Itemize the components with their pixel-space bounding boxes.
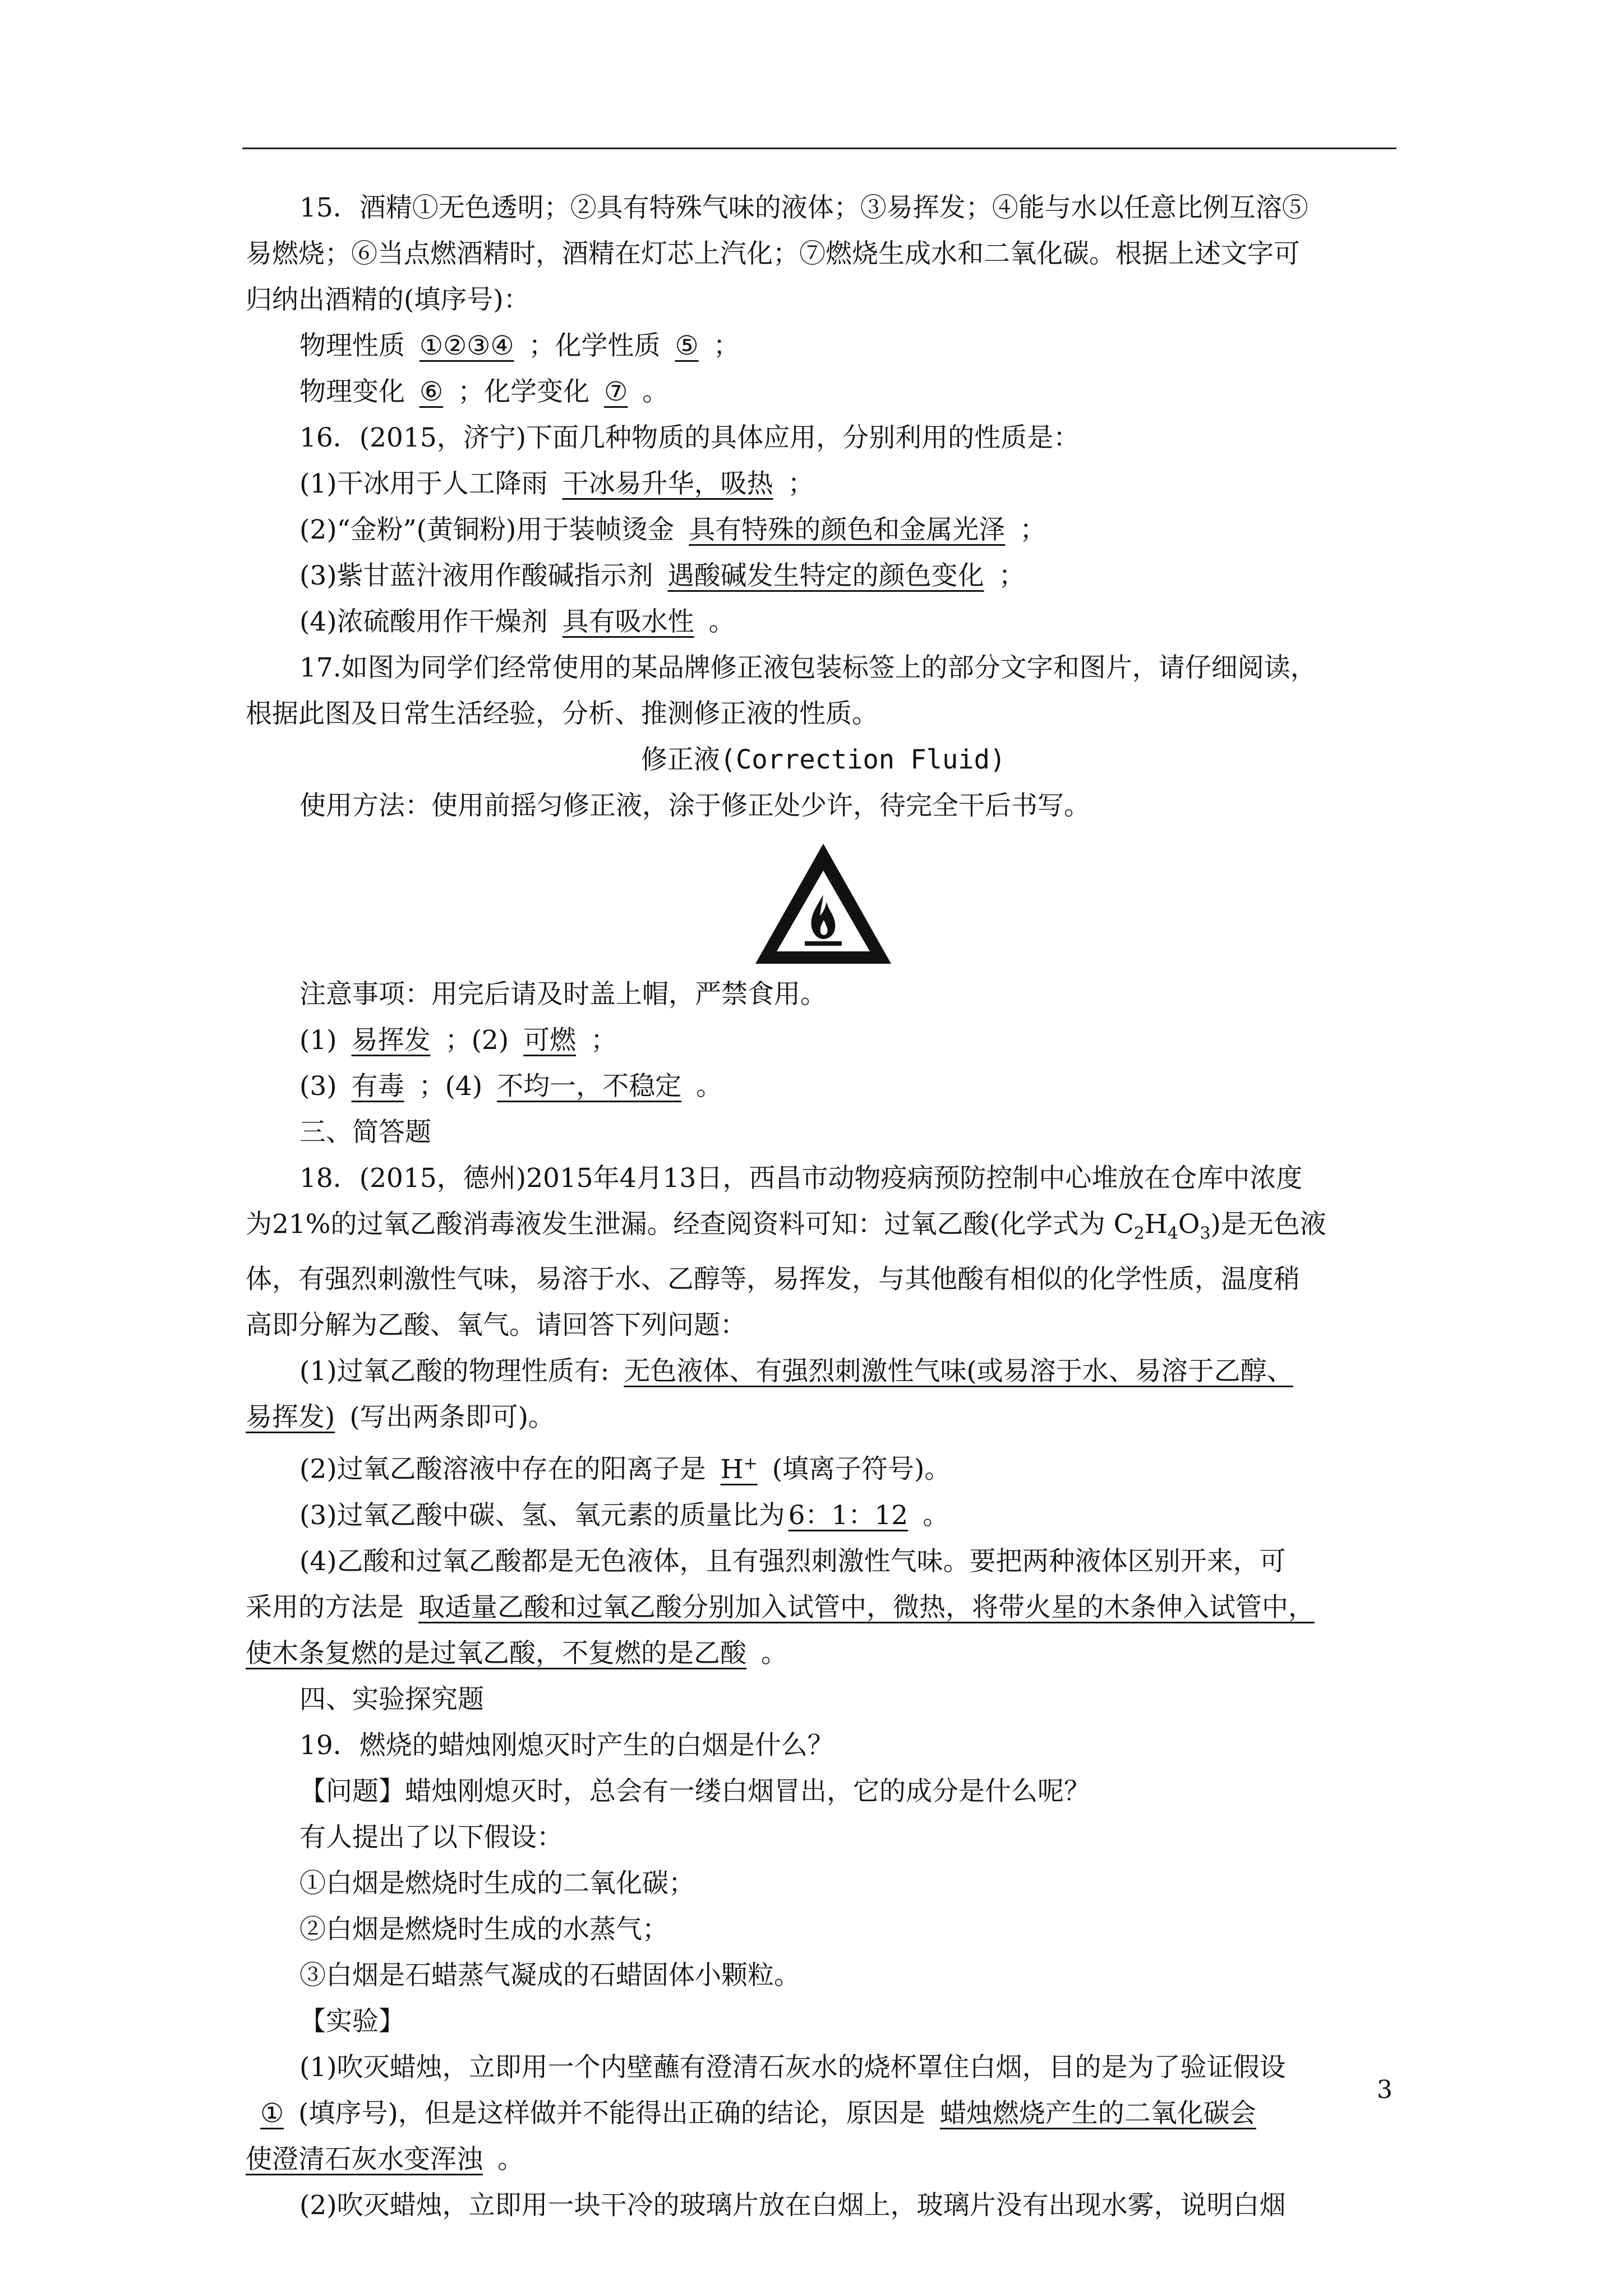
q18-item3 [246, 1493, 1401, 1539]
q16-sep3: ； [998, 560, 1025, 591]
q18-end4: 。 [761, 1638, 787, 1669]
q18-stem2 [246, 1202, 1401, 1257]
flammable-warning-icon [246, 841, 1401, 966]
q16-item1-text: (1)干冰用于人工降雨 [299, 468, 548, 499]
q17-answer4: 不均一，不稳定 [497, 1071, 682, 1102]
q16-answer4: 具有吸水性 [562, 606, 694, 637]
label-notice: 注意事项：用完后请及时盖上帽，严禁食用。 [299, 979, 827, 1010]
label-usage: 使用方法：使用前摇匀修正液，涂于修正处少许，待完全干后书写。 [299, 790, 1090, 821]
q15-phys-change-answer: ⑥ [419, 376, 444, 407]
q16-answer3: 遇酸碱发生特定的颜色变化 [667, 560, 984, 591]
q19-exp1-line3 [246, 2137, 1401, 2183]
q19-answer1: ① [260, 2098, 284, 2129]
q15-properties [246, 323, 1401, 369]
q18-answer2-sup: + [743, 1453, 758, 1474]
q18-stem4: 高即分解为乙酸、氧气。请回答下列问题： [246, 1310, 746, 1341]
q19-problem: 【问题】蜡烛刚熄灭时，总会有一缕白烟冒出，它的成分是什么呢？ [299, 1776, 1090, 1807]
q18-answer4-part2: 使木条复燃的是过氧乙酸，不复燃的是乙酸 [246, 1638, 746, 1669]
document-body [246, 185, 1401, 2229]
q19-answer2-part1: 蜡烛燃烧产生的二氧化碳会 [939, 2098, 1256, 2129]
q16-item2 [246, 507, 1401, 553]
q18-stem3: 体，有强烈刺激性气味，易溶于水、乙醇等，易挥发，与其他酸有相似的化学性质，温度稍 [246, 1264, 1300, 1295]
q17-stem1: 17.如图为同学们经常使用的某品牌修正液包装标签上的部分文字和图片，请仔细阅读， [299, 652, 1317, 683]
q18-item1-tail: (写出两条即可)。 [349, 1402, 555, 1433]
q18-answer1-part1: 无色液体、有强烈刺激性气味(或易溶于水、易溶于乙醇、 [624, 1356, 1293, 1387]
q18-answer2 [706, 1454, 772, 1485]
page-number: 3 [1377, 2076, 1393, 2104]
q18-item1-line1 [246, 1349, 1401, 1395]
q18-stem2-g: )是无色液 [1210, 1209, 1326, 1240]
q18-item1-text: (1)过氧乙酸的物理性质有: [299, 1356, 610, 1387]
q19-end: 。 [497, 2144, 524, 2175]
q18-h: H [1144, 1209, 1168, 1240]
q19-exp1-line1: (1)吹灭蜡烛，立即用一个内壁蘸有澄清石灰水的烧杯罩住白烟，目的是为了验证假设 [299, 2052, 1286, 2083]
q19-exp1-line2 [246, 2091, 1401, 2137]
q18-item1-line2 [246, 1395, 1401, 1441]
q18-item2-text: (2)过氧乙酸溶液中存在的阳离子是 [299, 1454, 706, 1485]
q18-end3: 。 [923, 1500, 949, 1531]
q19-hyp2: ②白烟是燃烧时生成的水蒸气； [299, 1914, 668, 1945]
q16-sep2: ； [1020, 514, 1046, 545]
q16-sep1: ； [787, 468, 814, 499]
label-title: 修正液(Correction Fluid) [640, 744, 1006, 775]
q17-num2: ；(2) [445, 1025, 509, 1056]
q16-item3-text: (3)紫甘蓝汁液用作酸碱指示剂 [299, 560, 653, 591]
q16-item4-text: (4)浓硫酸用作干燥剂 [299, 606, 548, 637]
q18-item2 [246, 1441, 1401, 1493]
q18-answer4-part1: 取适量乙酸和过氧乙酸分别加入试管中，微热，将带火星的木条伸入试管中， [418, 1592, 1315, 1623]
q18-item4-line1: (4)乙酸和过氧乙酸都是无色液体，且有强烈刺激性气味。要把两种液体区别开来，可 [299, 1546, 1286, 1577]
q17-answer1: 易挥发 [351, 1025, 431, 1056]
q19-experiment-heading: 【实验】 [299, 2006, 405, 2037]
q15-line2: 易燃烧；⑥当点燃酒精时，酒精在灯芯上汽化；⑦燃烧生成水和二氧化碳。根据上述文字可 [246, 238, 1300, 269]
q16-answer2: 具有特殊的颜色和金属光泽 [689, 514, 1006, 545]
q18-sub-o: 3 [1200, 1223, 1211, 1244]
q15-phys-prop-label: 物理性质 [299, 330, 405, 361]
q19-exp1-mid: (填序号)，但是这样做并不能得出正确的结论，原因是 [298, 2098, 925, 2129]
q19-hyp1: ①白烟是燃烧时生成的二氧化碳； [299, 1868, 695, 1899]
q15-chem-change-answer: ⑦ [604, 376, 628, 407]
q15-chem-change-label: ；化学变化 [458, 376, 590, 407]
q17-end: 。 [696, 1071, 723, 1102]
q17-num3: (3) [299, 1071, 337, 1102]
q15-sep: ； [713, 330, 740, 361]
q17-answers-row2 [246, 1064, 1401, 1110]
q16-stem: 16．(2015，济宁)下面几种物质的具体应用，分别利用的性质是： [299, 422, 1080, 453]
q18-answer3: 6：1：12 [788, 1500, 909, 1531]
q18-item4-text: 采用的方法是 [246, 1592, 404, 1623]
flammable-triangle-icon [753, 841, 893, 966]
q15-phys-change-label: 物理变化 [299, 376, 405, 407]
header-rule [242, 148, 1396, 149]
q17-answers-row1 [246, 1018, 1401, 1064]
q15-line1: 15．酒精①无色透明；②具有特殊气味的液体；③易挥发；④能与水以任意比例互溶⑤ [299, 192, 1308, 223]
q17-stem2: 根据此图及日常生活经验，分析、推测修正液的性质。 [246, 698, 878, 729]
q16-end: 。 [708, 606, 735, 637]
q18-sub-c: 2 [1133, 1223, 1145, 1244]
section-short-answer: 三、简答题 [299, 1117, 431, 1148]
q16-answer1: 干冰易升华，吸热 [562, 468, 773, 499]
q18-item4-line2 [246, 1585, 1401, 1631]
q18-o: O [1178, 1209, 1200, 1240]
q18-item4-line3 [246, 1631, 1401, 1677]
q17-answer3: 有毒 [351, 1071, 404, 1102]
q15-chem-prop-label: ；化学性质 [528, 330, 661, 361]
q15-phys-prop-answer: ①②③④ [419, 330, 514, 361]
q18-answer2-base: H [720, 1454, 744, 1485]
q19-answer2-part2: 使澄清石灰水变浑浊 [246, 2144, 483, 2175]
q15-changes [246, 369, 1401, 415]
q19-stem: 19．燃烧的蜡烛刚熄灭时产生的白烟是什么？ [299, 1730, 834, 1761]
q19-hyp-intro: 有人提出了以下假设： [299, 1822, 563, 1853]
q18-item3-text: (3)过氧乙酸中碳、氢、氧元素的质量比为 [299, 1500, 785, 1531]
q18-item2-tail: (填离子符号)。 [772, 1454, 951, 1485]
q17-num4: ；(4) [418, 1071, 483, 1102]
q19-exp2-line1: (2)吹灭蜡烛，立即用一块干冷的玻璃片放在白烟上，玻璃片没有出现水雾，说明白烟 [299, 2190, 1286, 2221]
q16-item4 [246, 599, 1401, 645]
q16-item1 [246, 461, 1401, 507]
q16-item2-text: (2)“金粉”(黄铜粉)用于装帧烫金 [299, 514, 675, 545]
section-experiment: 四、实验探究题 [299, 1684, 484, 1715]
q18-stem2-a: 为21%的过氧乙酸消毒液发生泄漏。经查阅资料可知：过氧乙酸(化学式为 C [246, 1209, 1134, 1240]
q17-answer2: 可燃 [523, 1025, 577, 1056]
q18-sub-h: 4 [1167, 1223, 1178, 1244]
q15-line3: 归纳出酒精的(填序号)： [246, 284, 530, 315]
q15-chem-prop-answer: ⑤ [675, 330, 699, 361]
q17-sep: ； [591, 1025, 617, 1056]
q18-answer1-part2: 易挥发) [246, 1402, 335, 1433]
q16-item3 [246, 553, 1401, 599]
q18-stem1: 18．(2015，德州)2015年4月13日，西昌市动物疫病预防控制中心堆放在仓库中浓度 [299, 1163, 1303, 1194]
q19-hyp3: ③白烟是石蜡蒸气凝成的石蜡固体小颗粒。 [299, 1960, 800, 1991]
q17-num1: (1) [299, 1025, 337, 1056]
q15-end: 。 [642, 376, 669, 407]
